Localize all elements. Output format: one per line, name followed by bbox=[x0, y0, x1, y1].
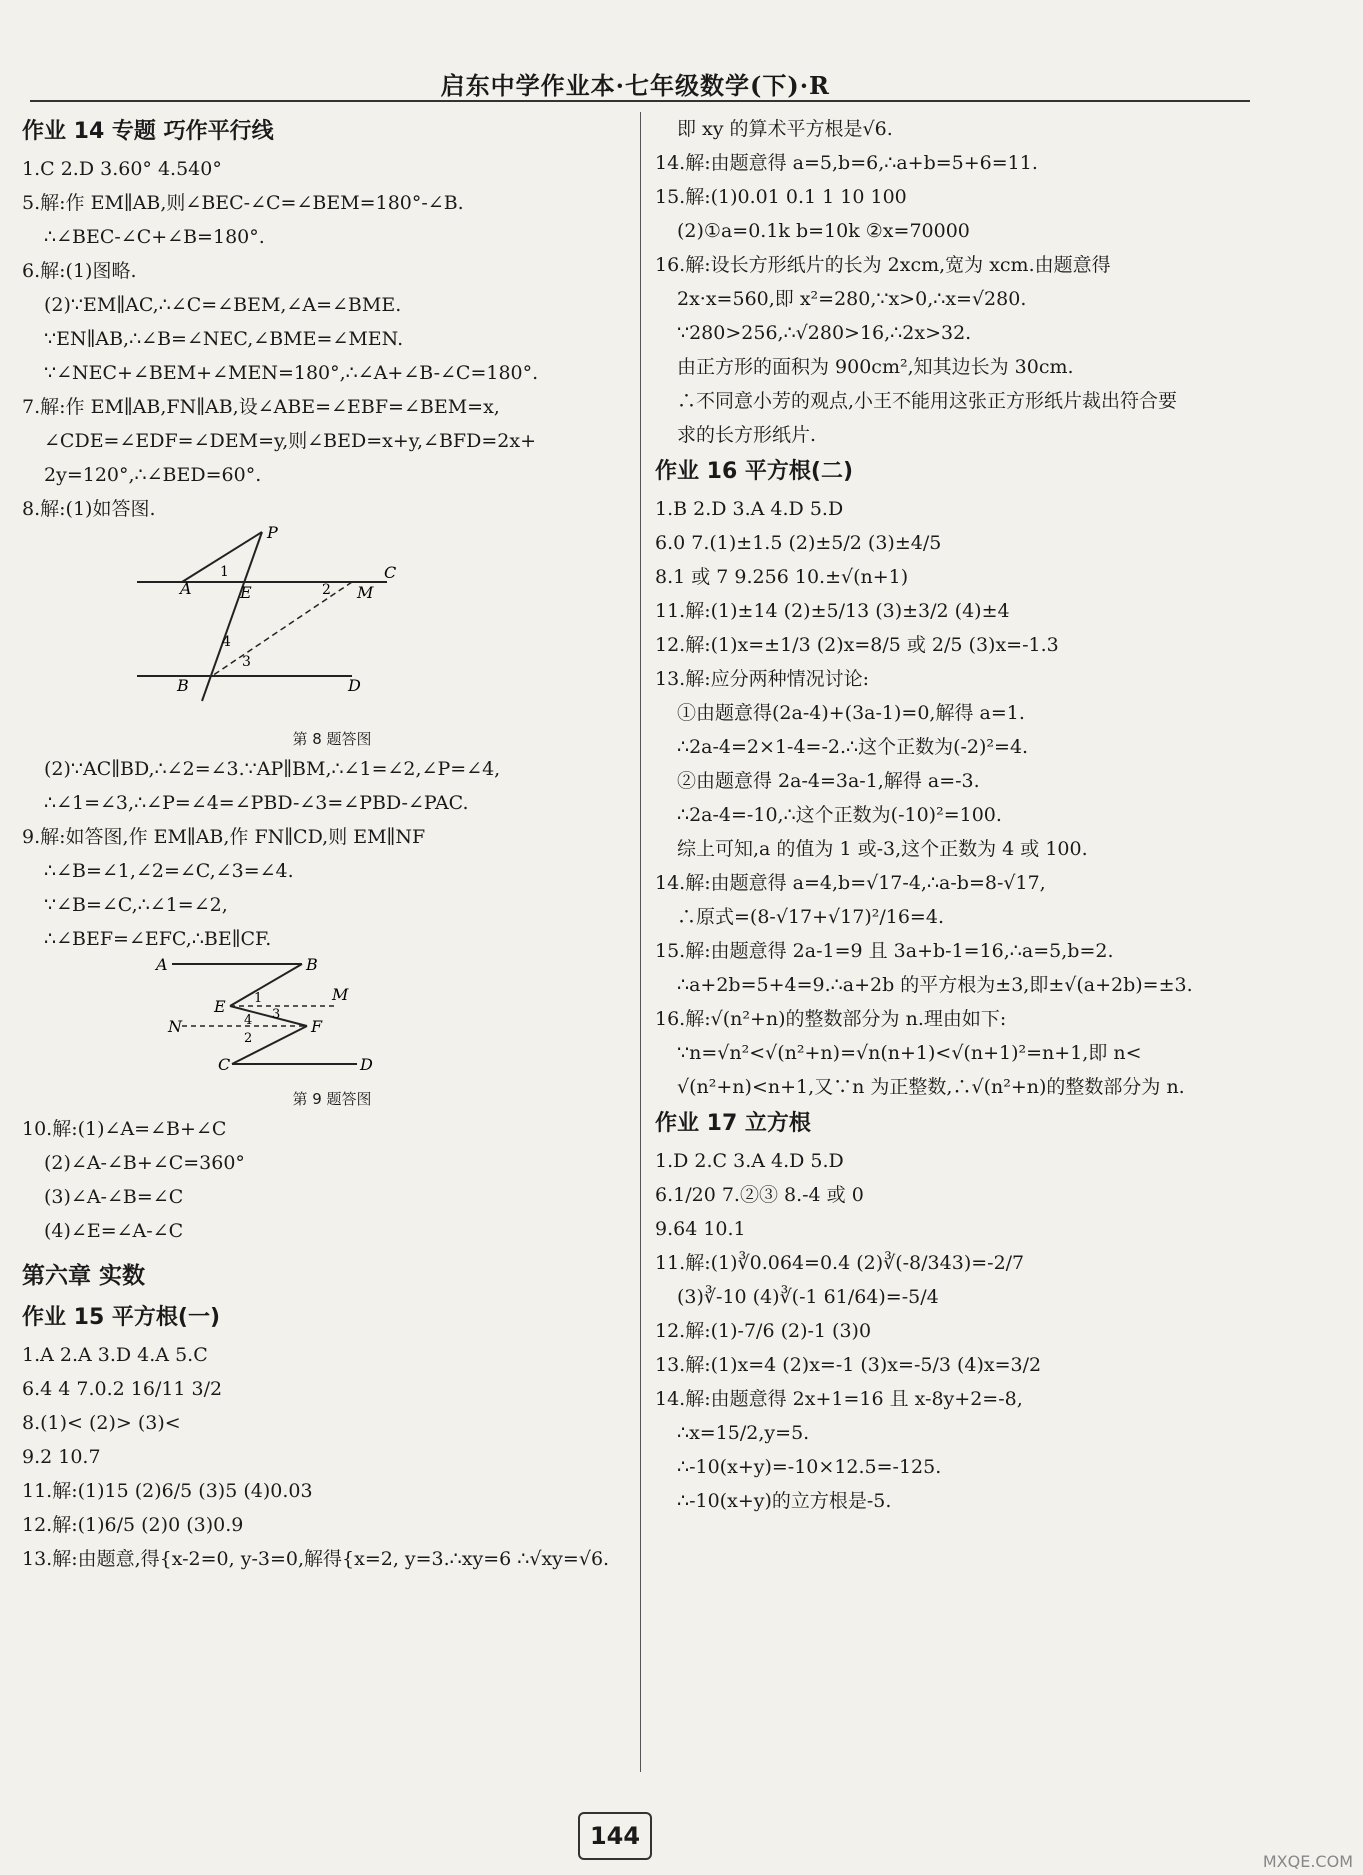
answer-line: (2)∵EM∥AC,∴∠C=∠BEM,∠A=∠BME. bbox=[44, 294, 402, 316]
answer-line: 10.解:(1)∠A=∠B+∠C bbox=[22, 1118, 227, 1140]
answer-line: 6.4 4 7.0.2 16/11 3/2 bbox=[22, 1378, 223, 1400]
s14-block-c bbox=[22, 1112, 642, 1248]
answer-line: 15.解:(1)0.01 0.1 1 10 100 bbox=[655, 186, 907, 208]
svg-text:A: A bbox=[180, 579, 192, 598]
answer-line: ②由题意得 2a-4=3a-1,解得 a=-3. bbox=[677, 770, 980, 792]
header-title: 启东中学作业本·七年级数学(下)·R bbox=[440, 71, 830, 100]
answer-line: 16.解:设长方形纸片的长为 2xcm,宽为 xcm.由题意得 bbox=[655, 254, 1111, 276]
answer-line: 14.解:由题意得 a=5,b=6,∴a+b=5+6=11. bbox=[655, 152, 1038, 174]
answer-line: 13.解:(1)x=4 (2)x=-1 (3)x=-5/3 (4)x=3/2 bbox=[655, 1354, 1042, 1376]
left-column bbox=[22, 112, 642, 1576]
answer-line: ∵n=√n²<√(n²+n)=√n(n+1)<√(n+1)²=n+1,即 n< bbox=[677, 1042, 1142, 1064]
answer-line: ∵EN∥AB,∴∠B=∠NEC,∠BME=∠MEN. bbox=[44, 328, 404, 350]
answer-line: 14.解:由题意得 a=4,b=√17-4,∴a-b=8-√17, bbox=[655, 872, 1046, 894]
svg-text:M: M bbox=[357, 583, 374, 602]
answer-line: 15.解:由题意得 2a-1=9 且 3a+b-1=16,∴a=5,b=2. bbox=[655, 940, 1114, 962]
figure-8 bbox=[22, 526, 442, 726]
svg-text:B: B bbox=[306, 956, 318, 974]
answer-line: 13.解:应分两种情况讨论: bbox=[655, 668, 870, 690]
answer-line: ∴原式=(8-√17+√17)²/16=4. bbox=[677, 906, 944, 928]
answer-line: 9.2 10.7 bbox=[22, 1446, 101, 1468]
answer-line: ∵∠B=∠C,∴∠1=∠2, bbox=[44, 894, 228, 916]
svg-text:B: B bbox=[177, 676, 189, 695]
answer-line: ∴∠BEC-∠C+∠B=180°. bbox=[44, 226, 265, 248]
answer-line: ∴∠BEF=∠EFC,∴BE∥CF. bbox=[44, 928, 272, 950]
answer-line: ∵280>256,∴√280>16,∴2x>32. bbox=[677, 322, 972, 344]
answer-line: 1.C 2.D 3.60° 4.540° bbox=[22, 158, 222, 180]
watermark: MXQE.COM bbox=[1262, 1852, 1353, 1871]
answer-line: 13.解:由题意,得{x-2=0, y-3=0,解得{x=2, y=3.∴xy=6 ∴√xy=√6. bbox=[22, 1548, 610, 1570]
section-title-16: 作业 16 平方根(二) bbox=[655, 459, 854, 484]
svg-text:2: 2 bbox=[244, 1031, 253, 1046]
svg-text:D: D bbox=[348, 676, 361, 695]
answer-line: ∴∠1=∠3,∴∠P=∠4=∠PBD-∠3=∠PBD-∠PAC. bbox=[44, 792, 469, 814]
page-header bbox=[30, 60, 1250, 102]
svg-text:A: A bbox=[156, 956, 168, 974]
answer-line: 12.解:(1)x=±1/3 (2)x=8/5 或 2/5 (3)x=-1.3 bbox=[655, 634, 1059, 656]
answer-line: 9.64 10.1 bbox=[655, 1218, 746, 1240]
answer-line: 14.解:由题意得 2x+1=16 且 x-8y+2=-8, bbox=[655, 1388, 1023, 1410]
answer-line: 11.解:(1)∛0.064=0.4 (2)∛(-8/343)=-2/7 bbox=[655, 1252, 1025, 1274]
s15-continued-block bbox=[655, 112, 1265, 452]
s15-block bbox=[22, 1338, 642, 1576]
answer-line: 即 xy 的算术平方根是√6. bbox=[677, 118, 893, 140]
svg-text:F: F bbox=[311, 1017, 323, 1036]
answer-line: √(n²+n)<n+1,又∵n 为正整数,∴√(n²+n)的整数部分为 n. bbox=[677, 1076, 1185, 1098]
answer-line: 9.解:如答图,作 EM∥AB,作 FN∥CD,则 EM∥NF bbox=[22, 826, 426, 848]
svg-text:E: E bbox=[214, 997, 226, 1016]
figure-8-caption: 第 8 题答图 bbox=[292, 730, 372, 748]
svg-text:E: E bbox=[240, 583, 252, 602]
svg-text:P: P bbox=[267, 526, 278, 542]
page-number: 144 bbox=[578, 1812, 652, 1860]
answer-line: ∴不同意小芳的观点,小王不能用这张正方形纸片裁出符合要 bbox=[677, 390, 1178, 412]
answer-line: 6.1/20 7.②③ 8.-4 或 0 bbox=[655, 1184, 864, 1206]
s14-block-a bbox=[22, 152, 642, 526]
right-column bbox=[655, 112, 1265, 1518]
answer-line: ∴x=15/2,y=5. bbox=[677, 1422, 810, 1444]
section-title-14: 作业 14 专题 巧作平行线 bbox=[22, 119, 274, 144]
answer-line: 综上可知,a 的值为 1 或-3,这个正数为 4 或 100. bbox=[677, 838, 1088, 860]
answer-line: 8.(1)< (2)> (3)< bbox=[22, 1412, 181, 1434]
answer-line: (2)①a=0.1k b=10k ②x=70000 bbox=[677, 220, 970, 242]
answer-line: 11.解:(1)15 (2)6/5 (3)5 (4)0.03 bbox=[22, 1480, 313, 1502]
answer-line: ∵∠NEC+∠BEM+∠MEN=180°,∴∠A+∠B-∠C=180°. bbox=[44, 362, 539, 384]
answer-line: 11.解:(1)±14 (2)±5/13 (3)±3/2 (4)±4 bbox=[655, 600, 1010, 622]
figure-9-caption: 第 9 题答图 bbox=[292, 1090, 372, 1108]
answer-line: (3)∠A-∠B=∠C bbox=[44, 1186, 184, 1208]
svg-text:2: 2 bbox=[322, 582, 331, 598]
figure-9 bbox=[22, 956, 442, 1086]
answer-line: (2)∠A-∠B+∠C=360° bbox=[44, 1152, 245, 1174]
svg-text:D: D bbox=[360, 1055, 373, 1074]
answer-line: 7.解:作 EM∥AB,FN∥AB,设∠ABE=∠EBF=∠BEM=x, bbox=[22, 396, 500, 418]
s16-block bbox=[655, 492, 1265, 1104]
answer-line: ∴a+2b=5+4=9.∴a+2b 的平方根为±3,即±√(a+2b)=±3. bbox=[677, 974, 1193, 996]
svg-text:C: C bbox=[218, 1055, 231, 1074]
answer-line: ∴-10(x+y)=-10×12.5=-125. bbox=[677, 1456, 942, 1478]
answer-line: 2y=120°,∴∠BED=60°. bbox=[44, 464, 262, 486]
s14-block-b bbox=[22, 752, 642, 956]
svg-text:1: 1 bbox=[254, 991, 263, 1006]
answer-line: 16.解:√(n²+n)的整数部分为 n.理由如下: bbox=[655, 1008, 1007, 1030]
answer-line: ∠CDE=∠EDF=∠DEM=y,则∠BED=x+y,∠BFD=2x+ bbox=[44, 430, 536, 452]
answer-line: 1.B 2.D 3.A 4.D 5.D bbox=[655, 498, 844, 520]
answer-line: 12.解:(1)-7/6 (2)-1 (3)0 bbox=[655, 1320, 872, 1342]
answer-line: 求的长方形纸片. bbox=[677, 424, 817, 446]
chapter-title: 第六章 实数 bbox=[22, 1263, 146, 1289]
answer-line: 6.0 7.(1)±1.5 (2)±5/2 (3)±4/5 bbox=[655, 532, 942, 554]
section-title-15: 作业 15 平方根(一) bbox=[22, 1305, 221, 1330]
answer-line: (4)∠E=∠A-∠C bbox=[44, 1220, 184, 1242]
answer-line: 12.解:(1)6/5 (2)0 (3)0.9 bbox=[22, 1514, 244, 1536]
answer-line: 1.D 2.C 3.A 4.D 5.D bbox=[655, 1150, 844, 1172]
answer-line: (2)∵AC∥BD,∴∠2=∠3.∵AP∥BM,∴∠1=∠2,∠P=∠4, bbox=[44, 758, 501, 780]
answer-line: 1.A 2.A 3.D 4.A 5.C bbox=[22, 1344, 208, 1366]
answer-line: ①由题意得(2a-4)+(3a-1)=0,解得 a=1. bbox=[677, 702, 1025, 724]
answer-line: 8.解:(1)如答图. bbox=[22, 498, 156, 520]
answer-line: ∴∠B=∠1,∠2=∠C,∠3=∠4. bbox=[44, 860, 294, 882]
answer-line: 6.解:(1)图略. bbox=[22, 260, 137, 282]
svg-text:3: 3 bbox=[242, 654, 251, 670]
answer-line: ∴2a-4=2×1-4=-2.∴这个正数为(-2)²=4. bbox=[677, 736, 1029, 758]
s17-block bbox=[655, 1144, 1265, 1518]
svg-text:4: 4 bbox=[222, 634, 231, 650]
answer-line: 5.解:作 EM∥AB,则∠BEC-∠C=∠BEM=180°-∠B. bbox=[22, 192, 464, 214]
answer-line: 由正方形的面积为 900cm²,知其边长为 30cm. bbox=[677, 356, 1074, 378]
svg-text:M: M bbox=[332, 985, 349, 1004]
answer-line: ∴2a-4=-10,∴这个正数为(-10)²=100. bbox=[677, 804, 1002, 826]
svg-text:3: 3 bbox=[272, 1007, 281, 1022]
svg-text:4: 4 bbox=[244, 1013, 253, 1028]
svg-text:C: C bbox=[384, 563, 397, 582]
answer-line: ∴-10(x+y)的立方根是-5. bbox=[677, 1490, 892, 1512]
section-title-17: 作业 17 立方根 bbox=[655, 1111, 811, 1136]
svg-text:N: N bbox=[168, 1017, 182, 1036]
svg-text:1: 1 bbox=[220, 564, 229, 580]
answer-line: 2x·x=560,即 x²=280,∵x>0,∴x=√280. bbox=[677, 288, 1027, 310]
answer-line: 8.1 或 7 9.256 10.±√(n+1) bbox=[655, 566, 909, 588]
answer-line: (3)∛-10 (4)∛(-1 61/64)=-5/4 bbox=[677, 1286, 939, 1308]
